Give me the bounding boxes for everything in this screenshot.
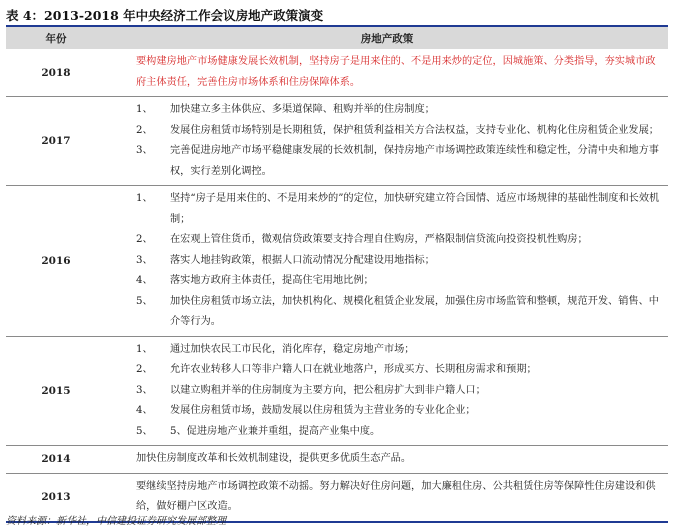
- item-text: 以建立购租并举的住房制度为主要方向，把公租房扩大到非户籍人口；: [170, 384, 486, 396]
- policy-text: 加快住房制度改革和长效机制建设，提供更多优质生态产品。: [136, 453, 412, 464]
- policy-cell: [106, 49, 668, 97]
- item-text: 5、促进房地产业兼并重组，提高产业集中度。: [170, 425, 381, 437]
- item-number: 1、: [136, 104, 153, 115]
- item-text: 发展住房租赁市场特别是长期租赁，保护租赁利益相关方合法权益，支持专业化、机构化住房租赁企业发展；: [170, 124, 659, 136]
- list-item: [136, 100, 662, 121]
- table-body: [6, 49, 668, 522]
- table-row: [6, 186, 668, 337]
- list-item: [136, 381, 662, 402]
- item-text: 通过加快农民工市民化，消化库存，稳定房地产市场；: [170, 343, 415, 355]
- item-number: 4、: [136, 405, 153, 416]
- year-cell: 2015: [6, 336, 106, 446]
- item-number: 4、: [136, 275, 153, 286]
- list-item: [136, 271, 662, 292]
- item-number: 2、: [136, 234, 153, 245]
- list-item: [136, 189, 662, 230]
- list-item: [136, 230, 662, 251]
- item-text: 坚持“房子是用来住的、不是用来炒的”的定位，加快研究建立符合国情、适应市场规律的基础性制度和长效机制；: [170, 193, 660, 225]
- policy-text: 要继续坚持房地产市场调控政策不动摇。努力解决好住房问题，加大廉租住房、公共租赁住房等保障性住房建设和供给，做好棚户区改造。: [136, 480, 656, 512]
- list-item: [136, 121, 662, 142]
- table-row: [6, 446, 668, 474]
- column-header-year: 年份: [6, 27, 106, 49]
- year-cell: 2016: [6, 186, 106, 337]
- item-number: 5、: [136, 425, 153, 437]
- list-item: [136, 360, 662, 381]
- item-text: 完善促进房地产市场平稳健康发展的长效机制，保持房地产市场调控政策连续性和稳定性，分清中央和地方事权，实行差别化调控。: [170, 145, 659, 177]
- item-number: 2、: [136, 124, 153, 136]
- item-text: 在宏观上管住货币，微观信贷政策要支持合理自住购房，严格限制信贷流向投资投机性购房；: [170, 234, 588, 245]
- source-note: 资料来源：新华社，中信建投证券研究发展部整理: [6, 516, 226, 527]
- policy-cell: [106, 336, 668, 446]
- table-row: [6, 97, 668, 186]
- item-number: 1、: [136, 193, 153, 204]
- item-number: 1、: [136, 343, 153, 355]
- column-header-policy: 房地产政策: [106, 27, 668, 49]
- policy-cell: [106, 186, 668, 337]
- policy-cell: [106, 97, 668, 186]
- year-cell: 2013: [6, 473, 106, 522]
- item-number: 2、: [136, 364, 153, 375]
- year-cell: 2014: [6, 446, 106, 474]
- item-number: 3、: [136, 384, 153, 396]
- table-row: [6, 49, 668, 97]
- table-title: 表 4：2013-2018 年中央经济工作会议房地产政策演变: [6, 8, 324, 23]
- item-number: 5、: [136, 295, 153, 307]
- list-item: [136, 340, 662, 361]
- item-text: 落实人地挂钩政策，根据人口流动情况分配建设用地指标；: [170, 254, 435, 266]
- item-text: 发展住房租赁市场，鼓励发展以住房租赁为主营业务的专业化企业；: [170, 405, 476, 416]
- item-text: 落实地方政府主体责任，提高住宅用地比例；: [170, 275, 374, 286]
- header-row: [6, 27, 668, 49]
- list-item: [136, 422, 662, 443]
- table-row: [6, 336, 668, 446]
- policy-cell: [106, 446, 668, 474]
- item-text: 加快住房租赁市场立法，加快机构化、规模化租赁企业发展，加强住房市场监管和整顿，规范开发、销售、中介等行为。: [170, 295, 659, 327]
- highlighted-policy-text: 要构建房地产市场健康发展长效机制，坚持房子是用来住的、不是用来炒的定位，因城施策、分类指导，夯实城市政府主体责任，完善住房市场体系和住房保障体系。: [136, 56, 656, 88]
- item-text: 允许农业转移人口等非户籍人口在就业地落户，形成买方、长期租房需求和预期；: [170, 364, 537, 375]
- list-item: [136, 401, 662, 422]
- policy-table: [6, 27, 668, 523]
- item-number: 3、: [136, 254, 153, 266]
- list-item: [136, 141, 662, 182]
- item-text: 加快建立多主体供应、多渠道保障、租购并举的住房制度；: [170, 104, 435, 115]
- item-number: 3、: [136, 145, 153, 156]
- list-item: [136, 292, 662, 333]
- list-item: [136, 251, 662, 272]
- year-cell: 2018: [6, 49, 106, 97]
- year-cell: 2017: [6, 97, 106, 186]
